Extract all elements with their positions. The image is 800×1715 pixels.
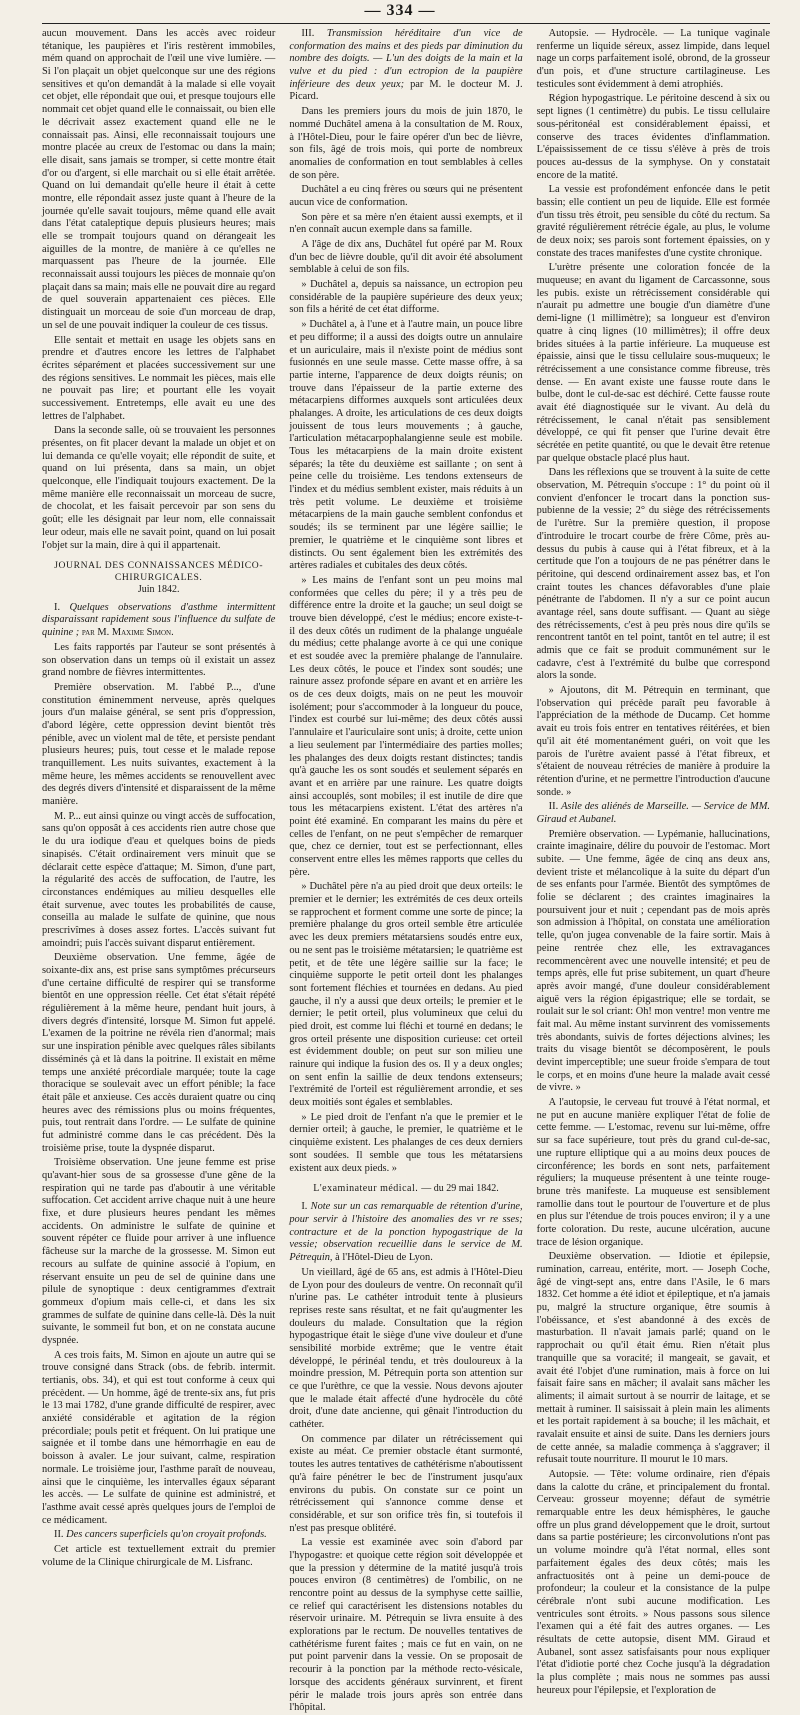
article-number: II.: [548, 801, 559, 813]
column-middle: [289, 28, 523, 1714]
article-heading: [42, 1529, 275, 1542]
article-title: Note sur un cas remarquable de rétention d'urine, pour servir à l'histoire des anomalies des vr re sses; contracture et de la ponction hypogastrique de la vessie; observation recueillie dans le service de M. Pétrequin,: [289, 1201, 523, 1264]
paragraph: aucun mouvement. Dans les accès avec roideur tétanique, les paupières et l'iris restèrent immobiles, mém quand on approchait de l'œil une vive lumière. — Si l'on plaçait un objet quelconque sur une des régions sensitives et qu'on demandât à la malade si elle voyait cet objet, elle répondait que oui, et presque toujours elle nommait cet objet quand elle le connaissait, ou bien elle le décrivait assez exactement quand elle ne le connaissait pas. Ainsi, elle reconnaissait toujours une montre placée au creux de l'estomac ou dans la main; elle disait, sans jamais se tromper, si cette montre était d'or ou d'argent, si elle marchait ou si elle était arrêtée. Quand on lui demandait qu'elle heure il était à cette montre, elle répondait assez juste quant à l'heure de la journée qu'elle savait toujours, même quand elle avait dans l'état cataleptique depuis plusieurs heures; mais elle se trompait toujours quand on dérangeait les aiguilles de la montre, de manière à ce qu'elles ne marquassent pas l'heure de la journée. Elle reconnaissait aussi toujours les pièces de monnaie qu'on plaçait dans sa main; mais elle ne pouvait dire au regard de quel souverain appartenaient ces pièces. Elle distinguait un morceau de soie d'un morceau de drap, un sel de une pouvait indiquer la couleur de ces tissus.: [42, 28, 276, 331]
paragraph: A l'âge de dix ans, Duchâtel fut opéré par M. Roux d'un bec de lièvre double, qu'il dit avoir été absolument semblable à celui de son fils.: [289, 239, 523, 276]
paragraph: M. P... eut ainsi quinze ou vingt accès de suffocation, sans qu'on opposât à ces accidents rien autre chose que le du ura iodique d'eau et quelques boins de pieds sinapisés. C'était ordinairement vers minuit que se déclarait cette espèce d'attaque; M. Simon, d'une part, la régularité des accès de suffocation, de l'autre, les circonstances endémiques au milieu desquelles elle était survenue, avec toutes les probabilités de cause, conseilla au malade le sulfate de quinine, que nous prescrivîmes à doses assez fortes. L'accès suivant fut amoindri; puis l'accès suivant disparut entièrement.: [42, 810, 276, 949]
article-heading: [289, 28, 522, 104]
paragraph: Duchâtel a eu cinq frères ou sœurs qui ne présentent aucun vice de conformation.: [289, 184, 523, 208]
article-number: II.: [54, 1529, 64, 1541]
paragraph: Première observation. — Lypémanie, hallucinations, crainte imaginaire, délire du pouvoir de l'estomac. Mort subite. — Une femme, âgée de cinq ans deux ans, devient triste et mélancolique à la suite du départ d'un de ses enfants pour l'armée. Bientôt des symptômes de folie se déclarent ; des craintes imaginaires la poursuivent jour et nuit ; cependant pas de mois après son admission à l'hôpital, on constata une amélioration telle, qu'on jugea convenable de la faire sortir. Mais à peine rentrée chez elle, les extravagances recommencèrent avec une nouvelle intensité; et peu de temps après, elle fut prise subitement, un quart d'heure après avoir mangé, d'une douleur considérablement aiguë vers la région épigastrique; elle se tordait, se roulait sur le sol criant: Oh! mon ventre! mon ventre me fait mal. Au même instant survinrent des vomissements très abondants, suivis de fortes déjections alvines; les traits du visage bientôt se décomposèrent, le pouls devint imperceptible; une sueur froide s'empara de tout le corps, et en moins d'une heure la malade avait cessé de vivre. »: [536, 828, 770, 1094]
article-number: III.: [301, 28, 315, 39]
article-heading: [289, 1201, 522, 1264]
article-heading: [42, 602, 275, 640]
article-author: à l'Hôtel-Dieu de Lyon.: [335, 1252, 433, 1264]
article-heading: [537, 801, 770, 826]
article-title: Des cancers superficiels qu'on croyait profonds.: [66, 1529, 267, 1541]
paragraph: La vessie est examinée avec soin d'abord par l'hypogastre: et quoique cette région soit développée et que la pression y détermine de la matité jusqu'à trois pouces environ (8 centimètres) de l'ombilic, on ne rencontre point au dessus de la symphyse cette saillie, ce relief qui caractérisent les distensions notables du réservoir urinaire. M. Pétrequin se livra ensuite à des explorations par le rectum. De nouvelles tentatives de cathétérisme furent faites ; mais ce fut en vain, on ne put point parvenir dans la vessie. On se proposait de recourir à la ponction par la méthode recto-vésicale, lorsque des accidents généraux survinrent, et firent périr le malade trois jours après son entrée dans l'hôpital.: [289, 1537, 523, 1714]
article-author: par M. Maxime Simon.: [81, 627, 174, 639]
text-columns: [42, 28, 770, 1714]
paragraph: Dans les premiers jours du mois de juin 1870, le nommé Duchâtel amena à la consultation de M. Roux, à l'Hôtel-Dieu, pour le faire opérer d'un bec de lièvre, son fils, âgé de trois mois, qui porte de nombreux anomalies de conformation en tout semblables à celles de son père.: [289, 106, 523, 181]
paragraph: Deuxième observation. Une femme, âgée de soixante-dix ans, est prise sans symptômes précurseurs d'une certaine difficulté de respirer qui se transforme bientôt en une oppression réelle. Cet état s'était répété régulièrement à la même heure, pendant huit jours, à divers degrés d'intensité, lorsque M. Simon fut appelé. L'examen de la poitrine ne révéla rien d'anormal; mais sur une inspiration pénible avec quelques râles sibilants disséminés çà et là dans la poitrine. Il existait en même temps une anxiété précordiale marquée; toute la cage thoracique se soulevait avec un effort pénible; la face était pâle et anxieuse. Ces accès duraient quatre ou cinq heures avec des rémissions plus ou moins fréquentes, puis, tout rentrait dans l'ordre. — Le sulfate de quinine fut administré comme dans le cas précédent. Dès la troisième prise, toute la dyspnée disparut.: [42, 952, 276, 1154]
page-number: — 334 —: [364, 2, 436, 19]
paragraph: Autopsie. — Hydrocèle. — La tunique vaginale renferme un liquide séreux, assez limpide, dans lequel nage un corps parfaitement isolé, obrond, de la grosseur d'un pois, et d'une structure cartilagineuse. Les testicules sont évidemment à demi atrophiés.: [536, 28, 770, 90]
article-number: I.: [54, 601, 61, 613]
paragraph: Un vieillard, âgé de 65 ans, est admis à l'Hôtel-Dieu de Lyon pour des douleurs de ventre. On reconnaît qu'il n'urine pas. Le cathéter introduit tente à plusieurs reprises reste sans résultat, et ne fait qu'augmenter les douleurs du malade. Consultation que la région hypogastrique était le siège d'une vive douleur et d'une sensibilité morbide extrême; que le ventre était développé, le périnéal tendu, et très douloureux à la moindre pression, M. Pétrequin porta son attention sur ce que l'urèthre, ce que la vessie. Nous devons ajouter que le malade était affecté d'une hydrocèle du côté droit, d'une date ancienne, qui gênait l'introduction du cathéter.: [289, 1266, 523, 1431]
paragraph: Cet article est textuellement extrait du premier volume de la Clinique chirurgicale de M. Lisfranc.: [42, 1543, 276, 1568]
article-author: par M. le docteur M. J. Picard.: [289, 78, 523, 103]
paragraph: Elle sentait et mettait en usage les objets sans en prendre et d'autres encore les lettres de l'alphabet écrites séparément et placées successivement sur une des régions sensitives. Le nommait les pièces, mais elle ne pouvait pas lire; et pourtant elle les voyait successivement. Entretemps, elle avait eu une des lettres de l'alphabet.: [42, 334, 276, 422]
article-number: I.: [301, 1201, 308, 1213]
paragraph: Les faits rapportés par l'auteur se sont présentés à son observation dans un temps où il existait un assez grand nombre de fièvres intermittentes.: [42, 641, 276, 679]
paragraph: » Duchâtel a, à l'une et à l'autre main, un pouce libre et peu difforme; il a aussi des doigts outre un annulaire et un auriculaire, mais il n'existe point de médius sont fusionnés en une seule masse. Cette masse offre, à sa partie interne, l'apparence de deux doigts réunis; on trouve dans l'épaisseur de la partie externe des métacarpiens difformes auxquels sont articulées deux phalanges. A droite, les articulations de ces deux doigts jouissent de tous leurs mouvements ; à gauche, l'articulation métacarpophalangienne seule est mobile. Tous les métacarpiens de la main droite existent séparés; la tête du deuxième est saillante ; on sent à peine celle du troisième. Les tendons extenseurs de l'index et du médius semblent exister, mais réduits à un très petit volume. Le deuxième et troisième métacarpiens de la main gauche semblent confondus et soudés; ils se terminent par une légère saillie; le premier, le quatrième et le cinquième sont libres et distincts. Ou sent également bien les extrémités des artères radiales et cubitales des deux côtés.: [289, 319, 523, 572]
signature-date: — du 29 mai 1842.: [421, 1183, 499, 1195]
paragraph: » Le pied droit de l'enfant n'a que le premier et le dernier orteil; à gauche, le premier, le quatrième et le cinquième existent. Les phalanges de ces deux derniers sont soudées. Il semble que tous les métatarsiens existent aux deux pieds. »: [289, 1111, 523, 1174]
paragraph: Deuxième observation. — Idiotie et épilepsie, rumination, carreau, entérite, mort. — Joseph Coche, âgé de vingt-sept ans, entre dans l'Asile, le 6 mars 1832. Cet homme a été idiot et épileptique, et n'a jamais pu, malgré la structure organique, être soumis à l'obéissance, et s'est abandonné à des excès de masturbation. Il n'avait jamais parlé; quand on le rapprochait ou qu'il était ému. Rien n'était plus tranquille que sa voracité; il mangeait, se gavait, et avait été l'objet d'une rumination, mais à force on lui faisait faire sans en mâcher; il avalait sans mâcher les aliments; il aimait surtout à se nourrir de laitage, et se mettait à ruminer. Il saisissait à plein main les aliments et les portait rapidement à sa bouche; il les mâchait, et ravalait ensuite et ainsi de suite. Dans les derniers jours de cette année, sa maladie commença à s'aggraver; il refusait toute nourriture. Il mourut le 10 mars.: [536, 1251, 770, 1466]
header-rule: [42, 23, 770, 24]
paragraph: » Duchâtel père n'a au pied droit que deux orteils: le premier et le dernier; les extrémités de ces deux orteils se rapprochent et forment comme une sorte de pince; la première phalange du gros orteil semble être articulée avec les deux premiers métatarsiens soudés entre eux, ou ne sent pas le troisième métatarsien; le quatrième est petit, et de tête une légère saillie sur la face; le cinquième supporte le petit orteil dont les phalanges sont fortement fléchies et tournées en dedans. Au pied gauche, il n'y a aussi que deux orteils; le premier et le dernier; le petit orteil, plus volumineux que celui du pied droit, est comme lui fléchi et tourné en dedans; le gros orteil présente une disposition curieuse: cet orteil est évidemment double; on peut sur son milieu une rainure qui indique la fusion des os. Il y a deux ongles; on sent enfin la saillie de deux tendons extenseurs; l'extrémité de l'orteil est régulièrement arrondie, et ses deux moitiés sont égales et semblables.: [289, 881, 523, 1109]
paragraph: A l'autopsie, le cerveau fut trouvé à l'état normal, et ne put en aucune manière expliquer l'état de folie de cette femme. — L'estomac, revenu sur lui-même, offre sur sa face supérieure, tout près du grand cul-de-sac, une rupture elliptique qui a au moins deux pouces de circonférence; les bords en sont nets, parfaitement réguliers; la muqueuse présentent à une teinte rouge-brune très manifeste. La muqueuse est sensiblement ramollie dans tout le pourtour de l'ouverture et de plus en plus sur l'étendue de trois pouces environ; il y a une forte coloration. Du reste, aucune ulcération, aucune trace de lésion organique.: [536, 1097, 770, 1248]
section-signature: [289, 1183, 522, 1195]
paragraph: Autopsie. — Tête: volume ordinaire, rien d'épais dans la calotte du crâne, et principalement du frontal. Cerveau: grosseur moyenne; défaut de symétrie remarquable entre les deux hémisphères, le gauche offre un plus grand développement que le droit, surtout dans sa partie postérieure; les circonvolutions n'ont pas un volume moindre qu'à l'état normal, elles sont parfaitement égales des deux côtés; mais les anfractuosités ont à peine un demi-pouce de profondeur; la couleur et la consistance de la pulpe cérébrale n'ont subi aucune modification. Les ventricules sont étroits. » Nous passons sous silence l'examen qui a été fait des autres organes. — Les résultats de cette autopsie, disent MM. Giraud et Aubanel, sont assez satisfaisants pour nous expliquer l'état d'idiotie porté chez Coche jusqu'à la dégradation la plus complète ; mais nous ne sommes pas aussi heureux pour l'épilepsie, et l'exploration de: [536, 1469, 770, 1696]
paragraph: A ces trois faits, M. Simon en ajoute un autre qui se trouve consigné dans Strack (obs. de febrib. intermit. tertianis, obs. 34), et qui est tout conforme à ceux qui précèdent. — Un homme, âgé de trente-six ans, fut pris le 13 mai 1782, d'une grande difficulté de respirer, avec anxiété considérable et agitation de la région précordiale; pouls petit et fréquent. On lui pratique une saignée et il tombe dans une hémorrhagie en eau de boisson à avaler. Le jour suivant, calme, respiration normale. Le troisième jour, l'asthme paraît de nouveau, ainsi que le cinquième, les intervalles égaux séparant les accès. — Le sulfate de quinine est administré, et l'asthme avait cessé après quelques jours de l'emploi de ce médicament.: [42, 1349, 276, 1526]
paragraph: Région hypogastrique. Le péritoine descend à six ou sept lignes (1 centimètre) du pubis. Le tissu cellulaire sous-péritonéal est considérablement épaissi, et conserve des traces évidentes d'inflammation. L'épaississement de ce tissu s'élève à près de trois pouces au-dessus de la symphyse. On y constatait encore de la matité.: [536, 93, 770, 181]
article-title: Transmission héréditaire d'un vice de conformation des mains et des pieds par diminution du nombre des doigts. — L'un des doigts de la main et la vulve et du pied : d'un ectropion de la paupière inférieure des deux yeux;: [289, 28, 523, 90]
section-title: JOURNAL DES CONNAISSANCES MÉDICO-CHIRURGICALES.: [54, 560, 264, 583]
paragraph: Son père et sa mère n'en étaient aussi exempts, et il n'en connaît aucun exemple dans sa famille.: [289, 211, 523, 236]
paragraph: » Ajoutons, dit M. Pétrequin en terminant, que l'observation qui précède paraît peu favorable à l'appréciation de la méthode de Ducamp. Cet homme avait eu trois fois entrer en tentatives réitérées, et bien qu'il ait été momentanément guéri, on voit que les parois de l'urètre avaient passé à l'état fibreux, et s'étaient de nouveau rétrécies de manière à produire la rétention d'urine, et ne permettre l'introduction d'aucune sonde. »: [536, 685, 770, 798]
paragraph: Troisième observation. Une jeune femme est prise qu'avant-hier sous de sa grossesse d'une gêne de la respiration qui ne tarde pas d'aboutir à une véritable suffocation. Cet accident arrive chaque nuit à une heure fixe, et dure plusieurs heures pendant les mêmes accidents. On administre le sulfate de quinine et souvent répéter ce fluide pour arriver à une influence fâcheuse sur la marche de la grossesse. M. Simon eut recours au sulfate de quinine associé à l'opium, en réservant ensuite un peu de sel de quinine dans une pilule de synoptique : deux centigrammes d'extrait gommeux d'opium mais celle-ci, et dans les six grammes de sulfate de quinine dans celle-là. Dès la nuit suivante, le sommeil fut bon, et on ne constata aucune dyspnée.: [42, 1157, 276, 1346]
paragraph: Dans les réflexions que se trouvent à la suite de cette observation, M. Pétrequin s'occupe : 1° du point où il convient d'enfoncer le trocart dans la ponction sus-pubienne de la vessie; 2° du siège des rétrécissements de l'urètre. Sur la première question, il propose d'introduire le trocart courbe de frère Côme, près au-dessus du pubis à cause qui à l'état fibreux, et à la certitude que l'on a toujours de ne pas pénétrer dans le péritoine, qui descend ordinairement assez bas, et l'on craint toutes les chances défavorables d'une plaie pénétrante de l'abdomen. Il n'y a sur ce point aucun avantage réel, sans doute suffisant. — Quant au siège des rétrécissements, c'est à peu près nous dire qu'ils se rencontrent tantôt en tel point, tantôt en tel autre; il est admis que ce fait se produit communément sur le cadavre, c'est à l'extrémité du bulbe que correspond alors la sonde.: [536, 467, 770, 682]
paragraph: La vessie est profondément enfoncée dans le petit bassin; elle contient un peu de liquide. Elle est formée d'un tissu très étroit, peu sensible du côté du rectum. Sa gravité régulièrement rétrécie égale, au plus, le volume de deux noix; ses parois sont fortement épaissies, on y constate des traces manifestes d'une cystite chronique.: [536, 184, 770, 259]
signature-text: L'examinateur médical.: [313, 1183, 419, 1195]
column-left: [42, 28, 276, 1568]
column-right: [536, 28, 770, 1696]
paragraph: Première observation. M. l'abbé P..., d'une constitution éminemment nerveuse, après quelques jours d'un malaise général, se sent pris d'oppression, d'abord légère, cette oppression devint bientôt très pénible, avec un violent mal de tête, et persiste pendant plusieurs heures; puis, tout cesse et le malade repose tranquillement. Les nuits suivantes, exactement à la même heure, les mêmes accidents se renouvellent avec des degrés divers d'intensité et disparaissent de la même manière.: [42, 681, 276, 808]
article-title: Quelques observations d'asthme intermittent disparaissant rapidement sous l'influence du sulfate de quinine ;: [42, 601, 276, 639]
paragraph: » Duchâtel a, depuis sa naissance, un ectropion peu considérable de la paupière supérieure des deux yeux; son fils a hérité de cet état difforme.: [289, 279, 523, 316]
paragraph: L'urètre présente une coloration foncée de la muqueuse; en avant du ligament de Carcassonne, sous les pubis. existe un rétrécissement considérable qui n'aurait pu admettre une bougie d'un diamètre d'une demi-ligne (1 millimètre); sa longueur est d'environ quatre à cinq lignes (10 millimètres); il offre deux brides situées à la partie inférieure. La muqueuse est épaissie, ainsi que le tissu cellulaire sous-muqueux; le rétrécissement a une consistance comme fibreuse, très dense. — En avant existe une fausse route dans le bulbe, dont le cul-de-sac est déchiré. Cette fausse route avait été diagnostiquée sur le vivant. Au delà du rétrécissement, le canal n'était pas sensiblement développé, ce qui fit penser que l'urine devait être sécrétée en petite quantité, ou que le devait être retenue par quelque obstacle placé plus haut.: [536, 262, 770, 464]
paragraph: On commence par dilater un rétrécissement qui existe au méat. Ce premier obstacle étant surmonté, toutes les autres tentatives de cathétérisme n'aboutissent qu'à faire pénétrer le bec de l'instrument jusqu'aux environs du pubis. On constate sur ce point un rétrécissement qui s'annonce comme dense et considérable, et sur son orifice très fin, si toutefois il n'est pas presque oblitéré.: [289, 1433, 523, 1534]
paragraph: » Les mains de l'enfant sont un peu moins mal conformées que celles du père; il y a très peu de différence entre la droite et la gauche; un seul doigt se trouve bien développé, c'est le médius; encore existe-t-il des deux côtés un rudiment de la phalange unguéale du médius; cette phalange avorte à ce qui une conique et est soudée avec la première phalange de l'annulaire. Les deux côtés, le pouce et l'index sont soudés; une rainure assez profonde sépare en avant et en arrière les os de ces deux doigts, mais on ne peut les mouvoir isolément; pour s'accommoder à la longueur du pouce, l'index est courbé sur lui-même; des deux côtés aussi l'annulaire et l'auriculaire sont unis; à droite, cette union a lieu seulement par l'intermédiaire des parties molles; les phalanges des deux doigts restant distinctes; tandis qu'à gauche les os sont soudés et seulement séparés en avant et en arrière par une rainure. Les quatre doigts ainsi accouplés, sont mobiles; il est inutile de dire que tous les métacarpiens existent. L'état des artères n'a point été examiné. En comparant les mains du père et celles de l'enfant, on ne peut s'empêcher de remarquer que, chez ce dernier, tout est se perfectionnant, elles conservent entre elles les mêmes rapports que celles du père.: [289, 574, 523, 878]
paragraph: Dans la seconde salle, où se trouvaient les personnes présentes, on fit placer devant la malade un objet et on lui demanda ce qu'elle voyait; elle répondit de suite, et quand on lui présenta, dans sa main, un objet quelconque, elle l'indiquait toujours exactement. De la même manière elle reconnaissait un morceau de sucre, de chocolat, et les faisait percevoir par son sens du goût; elle les désignait par leur nom, elle connaissait leur odeur, mais elle ne savait point, quand on lui posait l'objet sur la main, dire à qui il appartenait.: [42, 425, 276, 551]
section-date: Juin 1842.: [137, 583, 180, 595]
article-title: Asile des aliénés de Marseille. — Service de MM. Giraud et Aubanel.: [536, 801, 770, 825]
